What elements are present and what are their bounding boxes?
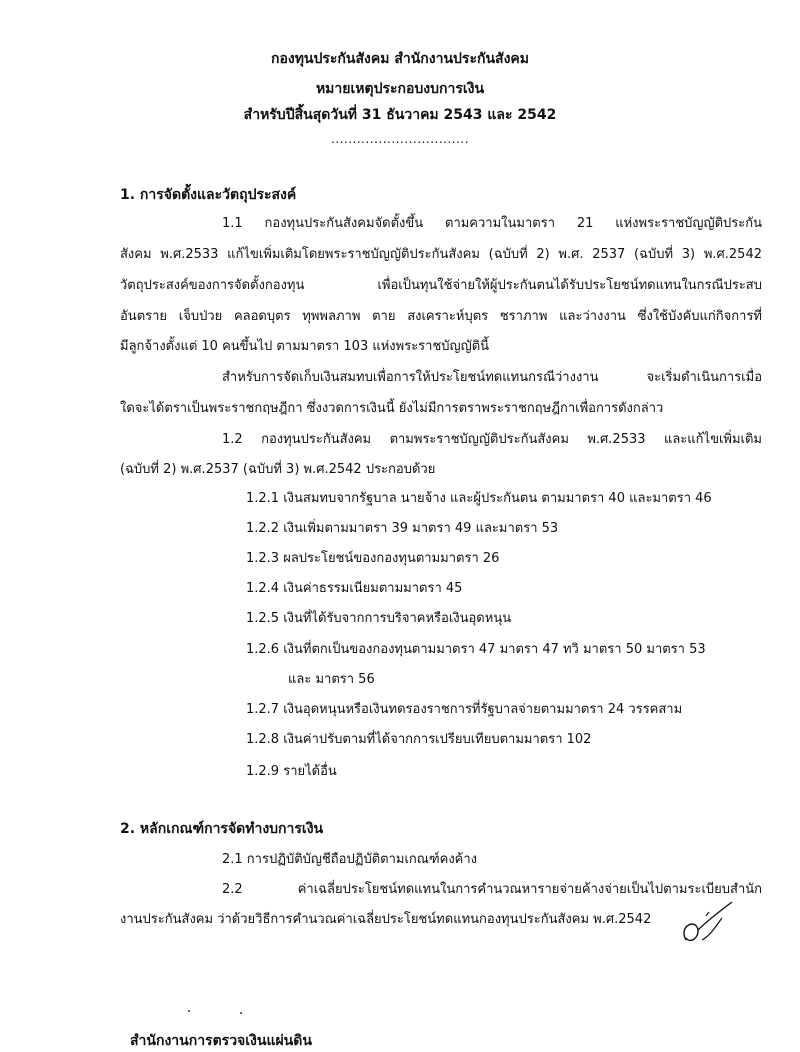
para-2-2-line-1: 2.2 ค่าเฉลี่ยประโยชน์ทดแทนในการคำนวณหารายจ่ายค้างจ่ายเป็นไปตามระเบียบสำนัก <box>222 882 762 897</box>
para-2-line-2: ใดจะได้ตราเป็นพระราชกฤษฎีกา ซึ่งงวดการเงินนี้ ยังไม่มีการตราพระราชกฤษฎีกาเพื่อการดังกล่าว <box>120 401 664 416</box>
title-line-3: สำหรับปีสิ้นสุดวันที่ 31 ธันวาคม 2543 และ 2542 <box>243 107 557 123</box>
footer-auditor-stamp: สำนักงานการตรวจเงินแผ่นดิน <box>130 1033 312 1049</box>
list-item-1-2-9: 1.2.9 รายได้อื่น <box>246 764 337 779</box>
title-divider-dots: ................................ <box>330 132 470 146</box>
para-1-1-line-3: วัตถุประสงค์ของการจัดตั้งกองทุน เพื่อเป็นทุนใช้จ่ายให้ผู้ประกันตนได้รับประโยชน์ทดแทนในกรณีประสบ <box>120 278 762 293</box>
list-item-1-2-2: 1.2.2 เงินเพิ่มตามมาตรา 39 มาตรา 49 และมาตรา 53 <box>246 521 559 536</box>
scan-speck <box>188 1010 190 1012</box>
list-item-1-2-7: 1.2.7 เงินอุดหนุนหรือเงินทดรองราชการที่รัฐบาลจ่ายตามมาตรา 24 วรรคสาม <box>246 702 683 717</box>
para-1-2-line-1: 1.2 กองทุนประกันสังคม ตามพระราชบัญญัติประกันสังคม พ.ศ.2533 และแก้ไขเพิ่มเติม <box>222 432 762 447</box>
list-item-1-2-1: 1.2.1 เงินสมทบจากรัฐบาล นายจ้าง และผู้ประกันตน ตามมาตรา 40 และมาตรา 46 <box>246 491 712 506</box>
para-1-2-line-2: (ฉบับที่ 2) พ.ศ.2537 (ฉบับที่ 3) พ.ศ.2542 ประกอบด้วย <box>120 462 436 477</box>
list-item-1-2-5: 1.2.5 เงินที่ได้รับจากการบริจาคหรือเงินอุดหนุน <box>246 611 512 626</box>
para-2-1: 2.1 การปฏิบัติบัญชีถือปฏิบัติตามเกณฑ์คงค้าง <box>222 852 478 867</box>
para-1-1-line-1: 1.1 กองทุนประกันสังคมจัดตั้งขึ้น ตามความในมาตรา 21 แห่งพระราชบัญญัติประกัน <box>222 216 762 231</box>
title-line-1: กองทุนประกันสังคม สำนักงานประกันสังคม <box>270 51 529 67</box>
list-item-1-2-6-cont: และ มาตรา 56 <box>288 672 375 687</box>
para-2-2-line-2: งานประกันสังคม ว่าด้วยวิธีการคำนวณค่าเฉลี่ยประโยชน์ทดแทนกองทุนประกันสังคม พ.ศ.2542 <box>120 912 652 927</box>
title-line-2: หมายเหตุประกอบงบการเงิน <box>315 81 485 97</box>
para-1-1-line-2: สังคม พ.ศ.2533 แก้ไขเพิ่มเติมโดยพระราชบัญญัติประกันสังคม (ฉบับที่ 2) พ.ศ. 2537 (ฉบับที่ 3) พ.ศ.2542 <box>120 247 762 262</box>
handwritten-signature <box>676 896 736 956</box>
list-item-1-2-3: 1.2.3 ผลประโยชน์ของกองทุนตามมาตรา 26 <box>246 551 500 566</box>
list-item-1-2-6: 1.2.6 เงินที่ตกเป็นของกองทุนตามมาตรา 47 มาตรา 47 ทวิ มาตรา 50 มาตรา 53 <box>246 642 706 657</box>
para-1-1-line-4: อันตราย เจ็บป่วย คลอดบุตร ทุพพลภาพ ตาย สงเคราะห์บุตร ชราภาพ และว่างงาน ซึ่งใช้บังคับแก่กิจการที่ <box>120 309 762 324</box>
section-1-heading: 1. การจัดตั้งและวัตถุประสงค์ <box>120 187 297 203</box>
list-item-1-2-4: 1.2.4 เงินค่าธรรมเนียมตามมาตรา 45 <box>246 581 463 596</box>
para-1-1-line-5: มีลูกจ้างตั้งแต่ 10 คนขึ้นไป ตามมาตรา 103 แห่งพระราชบัญญัตินี้ <box>120 339 490 354</box>
para-2-line-1: สำหรับการจัดเก็บเงินสมทบเพื่อการให้ประโยชน์ทดแทนกรณีว่างงาน จะเริ่มดำเนินการเมื่อ <box>222 370 762 385</box>
section-2-heading: 2. หลักเกณฑ์การจัดทำงบการเงิน <box>120 821 324 837</box>
list-item-1-2-8: 1.2.8 เงินค่าปรับตามที่ได้จากการเปรียบเทียบตามมาตรา 102 <box>246 732 592 747</box>
scan-speck <box>240 1012 242 1014</box>
